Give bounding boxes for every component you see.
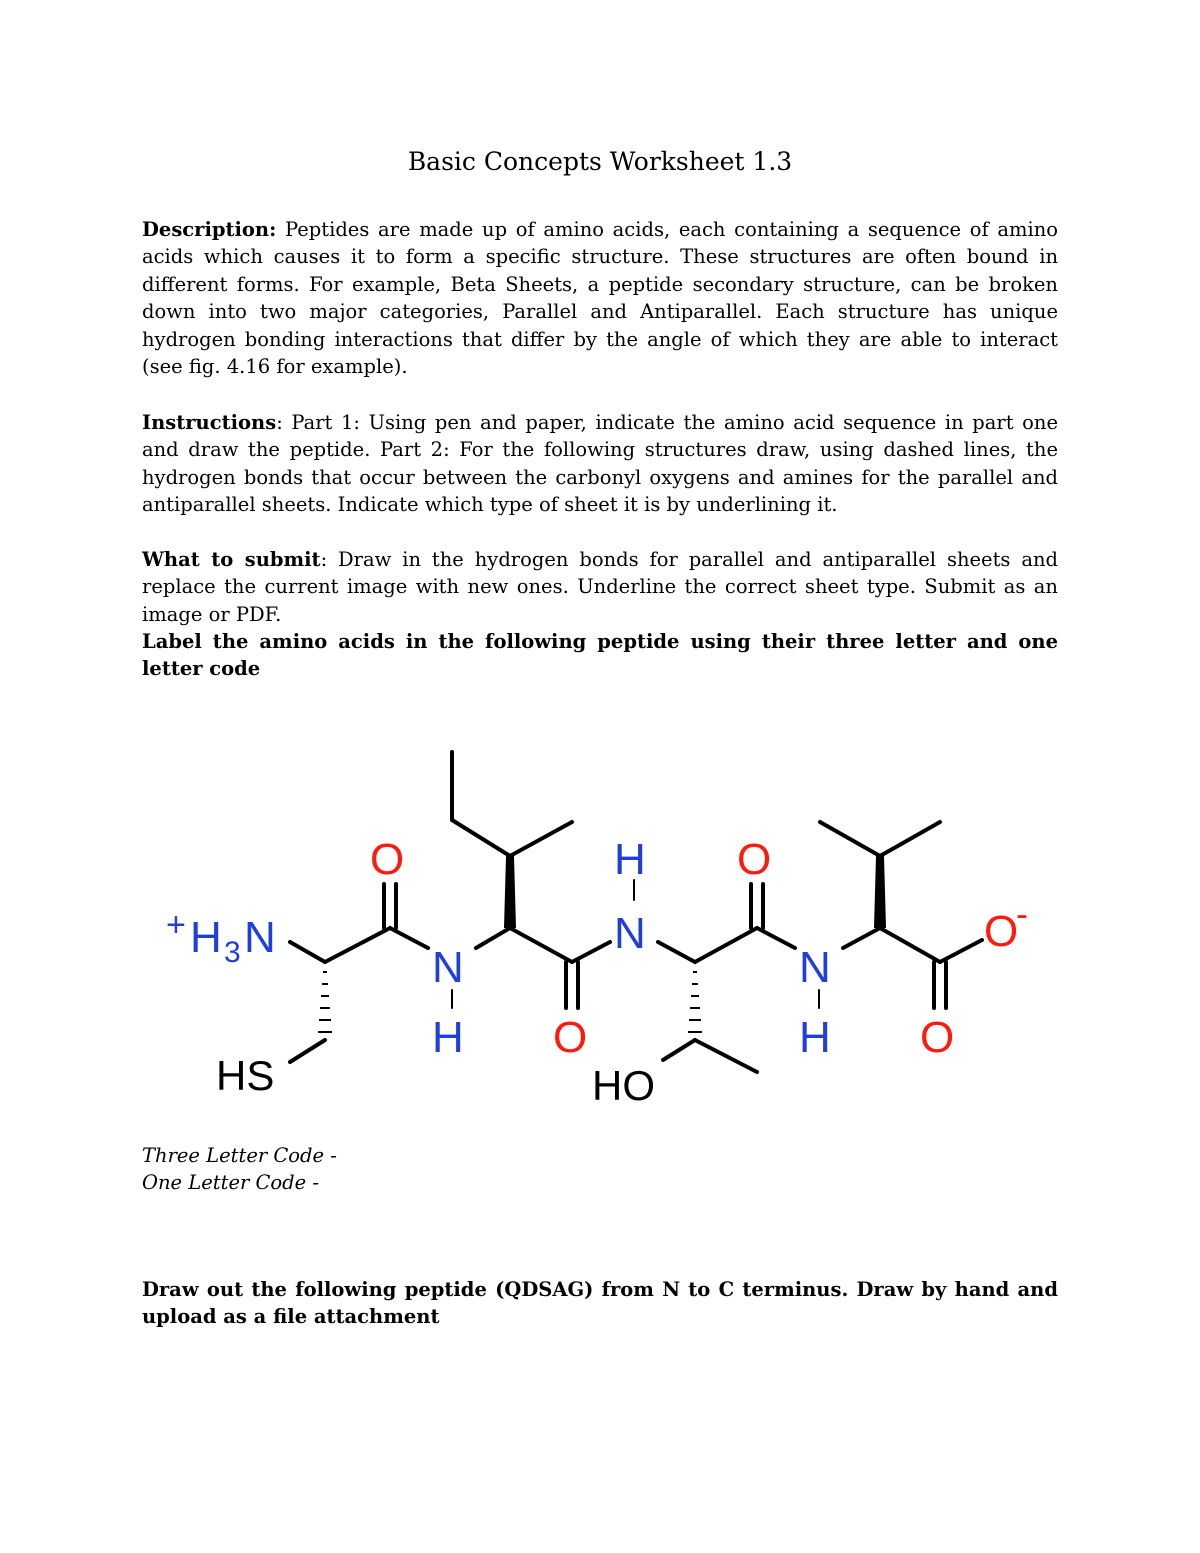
c-terminus-oxygen: O [984,907,1019,956]
carbonyl-oxygen-3: O [737,835,772,884]
hydroxyl-label: HO [592,1062,655,1109]
amide-hydrogen-3: H [799,1013,831,1062]
submit-text: : Draw in the hydrogen bonds for parallel and antiparallel sheets and replace the current image with new ones. Underline the correct sheet type. Submit as an image or PDF. [142,548,1058,626]
amide-hydrogen-2: H [614,835,646,884]
thiol-label: HS [216,1052,275,1099]
amide-hydrogen-1: H [432,1013,464,1062]
instructions-label: Instructions [142,411,277,434]
submit-label: What to submit [142,548,321,571]
label-amino-acids-prompt: Label the amino acids in the following peptide using their three letter and one letter code [142,630,1058,681]
wedge-bond [504,856,516,928]
hash-bonds [318,972,702,1032]
amide-nitrogen-3: N [799,943,831,992]
c-terminus-charge: - [1016,893,1028,934]
n-terminus-h: H [190,913,222,962]
carbonyl-oxygen-1: O [370,835,405,884]
description-label: Description: [142,218,277,241]
carbonyl-oxygen-2: O [553,1013,588,1062]
n-terminus-n: N [244,913,276,962]
carbonyl-oxygen-4: O [920,1013,955,1062]
draw-peptide-prompt: Draw out the following peptide (QDSAG) from N to C terminus. Draw by hand and upload as a file attachment [142,1278,1058,1329]
n-terminus-subscript: 3 [224,936,241,969]
amide-nitrogen-2: N [614,909,646,958]
one-letter-code-label: One Letter Code - [142,1171,319,1194]
wedge-bond [874,856,886,928]
instructions-text: : Part 1: Using pen and paper, indicate the amino acid sequence in part one and draw the peptide. Part 2: For the following structures draw, using dashed lines, the hydrogen bonds that occur between the carbonyl oxygens and amines for the parallel and antiparallel sheets. Indicate which type of sheet it is by underlining it. [142,411,1058,517]
amide-nitrogen-1: N [432,943,464,992]
three-letter-code-label: Three Letter Code - [142,1144,337,1167]
description-text: Peptides are made up of amino acids, each containing a sequence of amino acids which causes it to form a specific structure. These structures are often bound in different forms. For example, Beta Sheets, a peptide secondary structure, can be broken down into two major categories, Parallel and Antiparallel. Each structure has unique hydrogen bonding interactions that differ by the angle of which they are able to interact (see fig. 4.16 for example). [142,218,1058,379]
page-title: Basic Concepts Worksheet 1.3 [407,147,793,176]
n-terminus-plus: + [166,906,186,944]
